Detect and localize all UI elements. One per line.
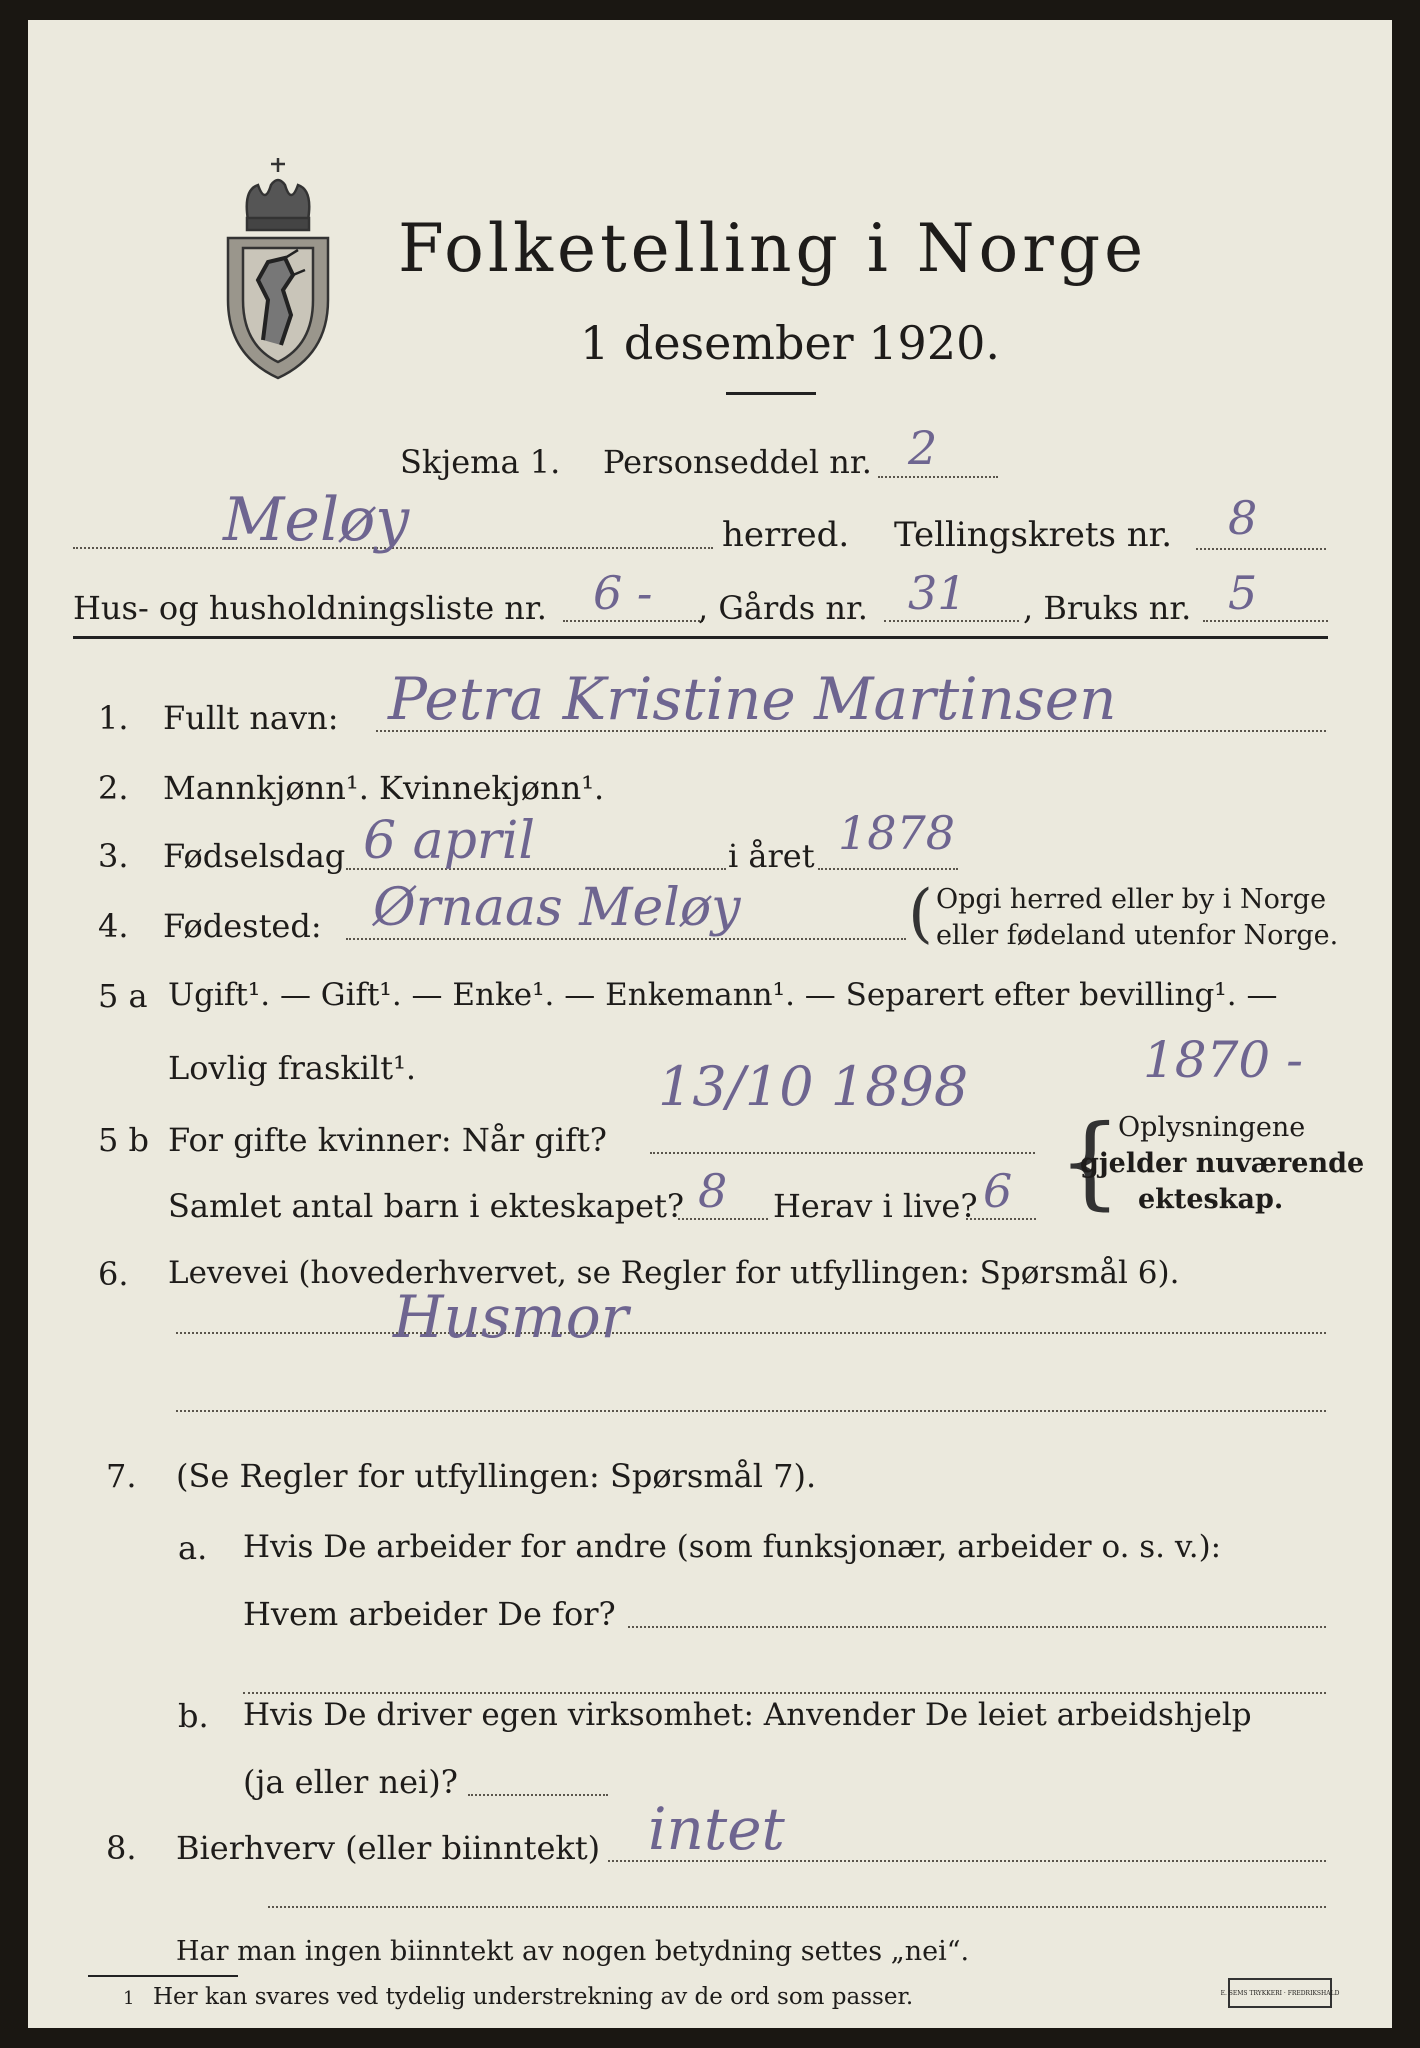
q6-number: 6.: [98, 1255, 129, 1293]
printer-stamp: [1220, 1978, 1340, 2008]
q3-value: 6 april: [363, 811, 536, 871]
q5b-note-line-2: gjelder nuværende: [1080, 1148, 1365, 1179]
footnote-text: Her kan svares ved tydelig understrekning av de ord som passer.: [153, 1984, 914, 2010]
q5b-value-2: 8: [698, 1164, 728, 1218]
census-form-page: [28, 20, 1392, 2028]
q5b-line-2: [678, 1218, 768, 1220]
q5a-number: 5 a: [98, 977, 148, 1015]
q7-number: 7.: [106, 1457, 137, 1495]
herred-value: Meløy: [223, 485, 410, 555]
norway-coat-of-arms-icon: [223, 150, 333, 380]
q5b-note-brace: {: [1058, 1103, 1122, 1220]
document-date: 1 desember 1920.: [580, 316, 1000, 370]
bruks-label: , Bruks nr.: [1023, 589, 1192, 627]
title-divider: [726, 392, 816, 395]
q5b-label-line-1: For gifte kvinner: Når gift?: [168, 1121, 607, 1159]
q5a-label-line-2: Lovlig fraskilt¹.: [168, 1049, 417, 1087]
q3-year-line: [818, 868, 958, 870]
q4-number: 4.: [98, 907, 129, 945]
q5b-line-3: [966, 1218, 1036, 1220]
gards-label: , Gårds nr.: [698, 589, 868, 627]
q6-line-2: [176, 1410, 1326, 1412]
gards-value: 31: [908, 566, 967, 620]
q8-value: intet: [648, 1795, 785, 1863]
q1-value: Petra Kristine Martinsen: [388, 665, 1117, 733]
q3-year-label: i året: [728, 837, 815, 875]
personseddel-value: 2: [908, 421, 938, 475]
tellingskrets-value: 8: [1228, 491, 1258, 545]
q1-number: 1.: [98, 699, 129, 737]
q4-line: [346, 938, 906, 940]
q5b-extra-value: 1870 -: [1143, 1031, 1304, 1089]
q8-label: Bierhverv (eller biinntekt): [176, 1829, 601, 1867]
q5a-label-line-1: Ugift¹. — Gift¹. — Enke¹. — Enkemann¹. — Separert efter bevilling¹. —: [168, 977, 1278, 1013]
footnote-number: 1: [123, 1988, 135, 2009]
bruks-value: 5: [1228, 566, 1258, 620]
q5b-value-1: 13/10 1898: [658, 1055, 969, 1118]
q5b-note-line-1: Oplysningene: [1118, 1112, 1306, 1143]
gards-line: [884, 620, 1019, 622]
q4-note-line-2: eller fødeland utenfor Norge.: [936, 920, 1339, 951]
q4-label: Fødested:: [163, 907, 322, 945]
q6-line-1: [176, 1332, 1326, 1334]
q5b-line-1: [650, 1152, 1035, 1154]
skjema-label: Skjema 1.: [400, 443, 561, 481]
q5b-value-3: 6: [983, 1164, 1013, 1218]
tellingskrets-line: [1196, 548, 1326, 550]
footnote-rule: [88, 1975, 238, 1977]
q3-number: 3.: [98, 837, 129, 875]
q7-label: (Se Regler for utfyllingen: Spørsmål 7).: [176, 1457, 817, 1495]
q7b-label-line-2: (ja eller nei)?: [243, 1763, 458, 1801]
q6-label: Levevei (hovederhvervet, se Regler for utfyllingen: Spørsmål 6).: [168, 1255, 1180, 1291]
herred-label: herred.: [722, 515, 850, 555]
q7b-line: [468, 1794, 608, 1796]
q4-note-brace: (: [908, 877, 933, 951]
q2-label: Mannkjønn¹. Kvinnekjønn¹.: [163, 769, 605, 807]
q7a-letter: a.: [178, 1529, 208, 1567]
document-title: Folketelling i Norge: [398, 210, 1148, 287]
printer-stamp-text: E. SEMS TRYKKERI · FREDRIKSHALD: [1220, 1989, 1340, 1997]
q4-value: Ørnaas Meløy: [373, 878, 741, 938]
q1-label: Fullt navn:: [163, 699, 339, 737]
q7a-line-2: [243, 1692, 1326, 1694]
q8-number: 8.: [106, 1829, 137, 1867]
q6-value: Husmor: [393, 1283, 629, 1351]
q7a-label-line-1: Hvis De arbeider for andre (som funksjonær, arbeider o. s. v.):: [243, 1529, 1222, 1565]
q5b-number: 5 b: [98, 1121, 150, 1159]
bruks-line: [1203, 620, 1328, 622]
q7a-label-line-2: Hvem arbeider De for?: [243, 1595, 616, 1633]
footer-note: Har man ingen biinntekt av nogen betydning settes „nei“.: [176, 1936, 970, 1967]
q5b-label-line-3: Herav i live?: [773, 1187, 978, 1225]
q3-label: Fødselsdag: [163, 837, 346, 875]
q5b-note-line-3: ekteskap.: [1138, 1184, 1284, 1215]
q8-line-2: [268, 1906, 1326, 1908]
header-rule: [73, 636, 1328, 639]
q3-year-value: 1878: [838, 806, 956, 860]
q5b-label-line-2: Samlet antal barn i ekteskapet?: [168, 1187, 685, 1225]
husliste-value: 6 -: [593, 566, 653, 620]
personseddel-line: [878, 476, 998, 478]
husliste-label: Hus- og husholdningsliste nr.: [73, 589, 547, 627]
q7b-letter: b.: [178, 1697, 209, 1735]
q4-note-line-1: Opgi herred eller by i Norge: [936, 884, 1327, 915]
tellingskrets-label: Tellingskrets nr.: [894, 515, 1173, 555]
q7a-line-1: [628, 1626, 1326, 1628]
husliste-line: [563, 620, 703, 622]
q7b-label-line-1: Hvis De driver egen virksomhet: Anvender De leiet arbeidshjelp: [243, 1697, 1252, 1733]
personseddel-label: Personseddel nr.: [603, 443, 872, 481]
q2-number: 2.: [98, 769, 129, 807]
